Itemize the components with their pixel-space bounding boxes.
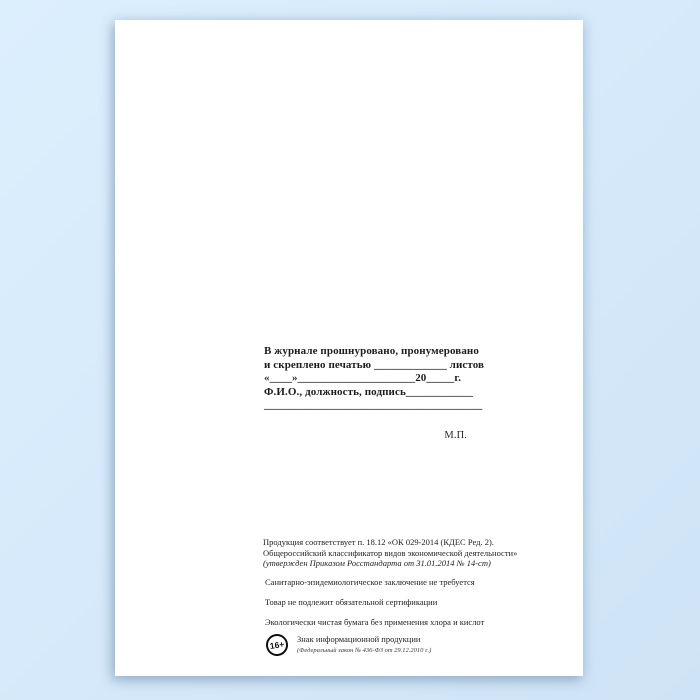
- info-sign-title: Знак информационной продукции: [297, 634, 421, 644]
- certification-statement: Товар не подлежит обязательной сертификации: [265, 596, 438, 607]
- info-sign-texts: [297, 634, 431, 656]
- info-sign-law: (Федеральный закон № 436-ФЗ от 29.12.2010 г.): [297, 646, 432, 654]
- binding-statement-line-2: и скреплено печатью _____________ листов: [264, 358, 485, 371]
- binding-stamp-block: [264, 345, 485, 442]
- binding-signature-line: Ф.И.О., должность, подпись____________: [264, 385, 474, 398]
- info-sign-row: [263, 634, 513, 656]
- binding-statement-line-1: В журнале прошнуровано, пронумеровано: [264, 345, 479, 357]
- age-rating-16plus-icon: 16+: [265, 633, 290, 658]
- compliance-block: [263, 537, 518, 656]
- binding-underline: _______________________________________: [264, 399, 483, 411]
- sanitary-statement: Санитарно-эпидемиологическое заключение не требуется: [265, 576, 475, 587]
- document-page: [115, 20, 583, 676]
- seal-place-label: М.П.: [444, 429, 467, 441]
- eco-statement: Экологически чистая бумага без применения хлора и кислот: [265, 616, 485, 627]
- binding-date-line: «____»_____________________20_____г.: [264, 372, 462, 384]
- product-compliance-line-3: (утвержден Приказом Росстандарта от 31.01.2014 № 14-ст): [263, 558, 491, 568]
- product-compliance-line-2: Общероссийский классификатор видов экономической деятельности»: [263, 547, 518, 558]
- product-compliance-line-1: Продукция соответствует п. 18.12 «ОК 029-2014 (КДЕС Ред. 2).: [263, 537, 494, 547]
